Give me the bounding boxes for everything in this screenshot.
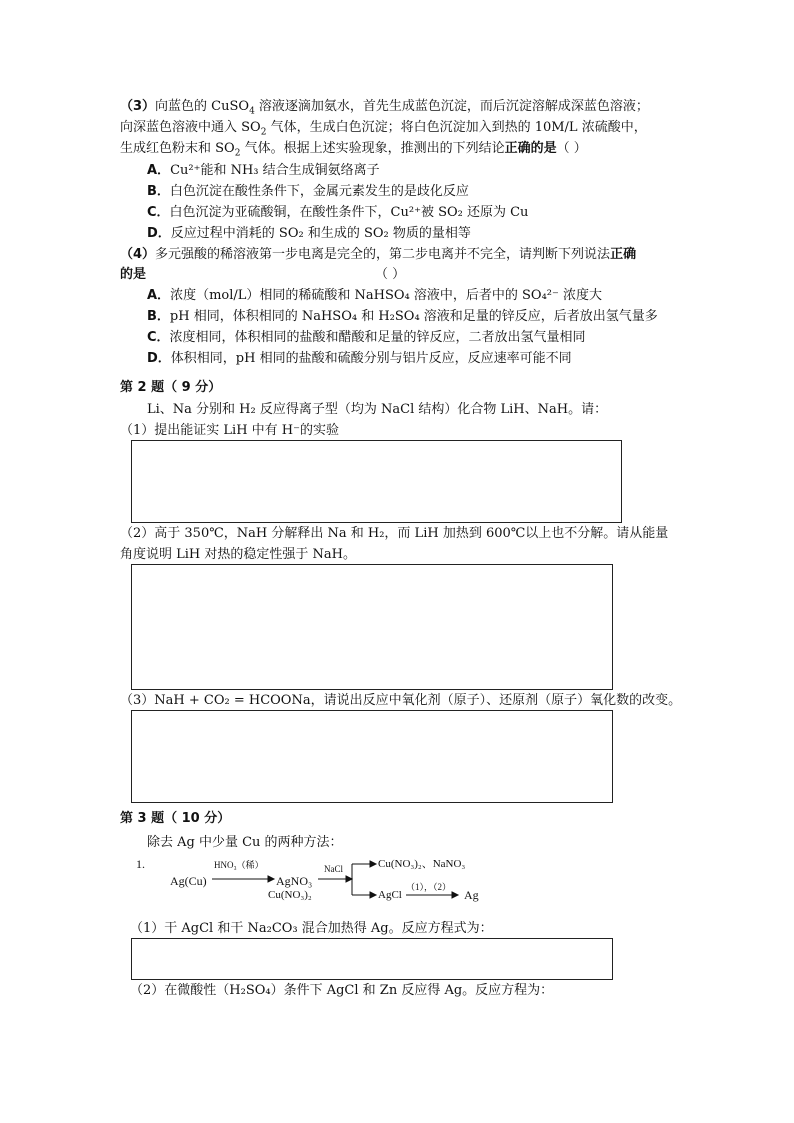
reaction-scheme — [130, 850, 510, 910]
sub: 2 — [234, 148, 241, 159]
answer-paren: （ ） — [375, 267, 406, 282]
scheme-reagent1: HNO₃（稀） — [214, 860, 264, 870]
arrow-head-1 — [268, 876, 274, 882]
branch-top-head — [370, 861, 376, 867]
answer-paren: （ ） — [556, 141, 587, 156]
arrow-head-3 — [452, 892, 458, 898]
q1-p3-line2-a: 向深蓝色溶液中通入 SO — [120, 120, 261, 135]
scheme-reagent2: NaCl — [324, 864, 343, 874]
option-a — [147, 287, 602, 305]
q2-sub2-line1: （2）高于 350℃，NaH 分解释出 Na 和 H₂，而 LiH 加热到 600℃以上也不分解。请从能量 — [120, 526, 669, 541]
q3-sub2: （2）在微酸性（H₂SO₄）条件下 AgCl 和 Zn 反应得 Ag。反应方程为： — [130, 983, 554, 998]
scheme-reagent3: （1），（2） — [406, 882, 452, 892]
scheme-mid1: AgNO₃ — [276, 874, 313, 888]
answer-box-q2-3[interactable] — [131, 710, 613, 803]
option-label: B． — [147, 184, 170, 199]
option-c — [147, 204, 528, 222]
q1-p3-text-a: 向蓝色的 CuSO — [155, 99, 250, 114]
answer-box-q3-1[interactable] — [131, 938, 613, 980]
q1-p3-line1 — [120, 98, 649, 121]
q2-sub3: （3）NaH + CO₂ = HCOONa，请说出反应中氧化剂（原子）、还原剂（原子）氧化数的改变。 — [120, 693, 682, 708]
q2-intro: Li、Na 分别和 H₂ 反应得离子型（均为 NaCl 结构）化合物 LiH、NaH。请： — [147, 402, 608, 417]
q1-p3-line3-a: 生成红色粉末和 SO — [120, 141, 235, 156]
q1-p3-text-b: 溶液逐滴加氨水，首先生成蓝色沉淀，而后沉淀溶解成深蓝色溶液； — [254, 99, 649, 114]
option-b — [147, 183, 469, 201]
q1-p4-text: 多元强酸的稀溶液第一步电离是完全的，第二步电离并不完全，请判断下列说法 — [155, 247, 611, 262]
branch-bottom-head — [370, 892, 376, 898]
q3-intro: 除去 Ag 中少量 Cu 的两种方法： — [147, 835, 343, 850]
option-text: Cu²⁺能和 NH₃ 结合生成铜氨络离子 — [170, 163, 380, 178]
answer-box-q2-2[interactable] — [131, 564, 613, 690]
option-text: 反应过程中消耗的 SO₂ 和生成的 SO₂ 物质的量相等 — [170, 226, 471, 241]
option-label: A． — [147, 288, 171, 303]
arrow-head-2 — [346, 876, 352, 882]
option-d — [147, 350, 572, 368]
option-c — [147, 329, 586, 347]
option-b — [147, 308, 658, 326]
option-text: 白色沉淀在酸性条件下，金属元素发生的是歧化反应 — [169, 184, 469, 199]
scheme-product: Ag — [464, 888, 479, 902]
q3-sub1: （1）干 AgCl 和干 Na₂CO₃ 混合加热得 Ag。反应方程式为： — [130, 921, 493, 936]
option-label: C． — [147, 205, 170, 220]
option-a — [147, 162, 380, 180]
q1-p4-paren — [375, 266, 405, 284]
option-label: D． — [147, 351, 171, 366]
scheme-start: Ag(Cu) — [170, 874, 207, 888]
option-text: 浓度（mol/L）相同的稀硫酸和 NaHSO₄ 溶液中，后者中的 SO₄²⁻ 浓度大 — [170, 288, 603, 303]
q2-sub2-line2: 角度说明 LiH 对热的稳定性强于 NaH。 — [120, 547, 356, 562]
q1-p4-label: （4） — [120, 247, 156, 262]
scheme-branch-bottom: AgCl — [378, 889, 402, 901]
option-text: 体积相同，pH 相同的盐酸和硫酸分别与铝片反应，反应速率可能不同 — [170, 351, 572, 366]
q2-sub1: （1）提出能证实 LiH 中有 H⁻的实验 — [120, 423, 339, 438]
option-text: 白色沉淀为亚硫酸铜，在酸性条件下，Cu²⁺被 SO₂ 还原为 Cu — [169, 205, 529, 220]
q1-p3-line2-b: 气体，生成白色沉淀；将白色沉淀加入到热的 10M/L 浓硫酸中， — [266, 120, 647, 135]
q3-title: 第 3 题（ 10 分） — [120, 811, 231, 826]
scheme-number: 1. — [136, 857, 145, 871]
scheme-mid2: Cu(NO₃)₂ — [268, 889, 312, 901]
q1-p3-line2 — [120, 119, 647, 142]
option-text: pH 相同，体积相同的 NaHSO₄ 和 H₂SO₄ 溶液和足量的锌反应，后者放出氢气量多 — [169, 309, 658, 324]
q1-p4-line2-bold: 的是 — [120, 267, 147, 282]
option-label: D． — [147, 226, 171, 241]
q2-title: 第 2 题（ 9 分） — [120, 380, 222, 395]
sub: 4 — [249, 106, 255, 117]
q1-p3-bold: 正确的是 — [504, 141, 557, 156]
option-d — [147, 225, 471, 243]
sub: 2 — [260, 127, 267, 138]
q1-p3-line3 — [120, 140, 587, 163]
option-label: C． — [147, 330, 170, 345]
option-label: B． — [147, 309, 170, 324]
option-text: 浓度相同，体积相同的盐酸和醋酸和足量的锌反应，二者放出氢气量相同 — [169, 330, 586, 345]
q1-p3-label: （3） — [120, 99, 156, 114]
q1-p4-line2 — [120, 266, 146, 284]
q1-p4-line1 — [120, 246, 636, 264]
q1-p4-bold: 正确 — [610, 247, 637, 262]
answer-box-q2-1[interactable] — [131, 440, 622, 523]
option-label: A． — [147, 163, 171, 178]
q1-p3-line3-b: 气体。根据上述实验现象，推测出的下列结论 — [240, 141, 505, 156]
scheme-branch-top: Cu(NO₃)₂、NaNO₃ — [378, 858, 466, 870]
